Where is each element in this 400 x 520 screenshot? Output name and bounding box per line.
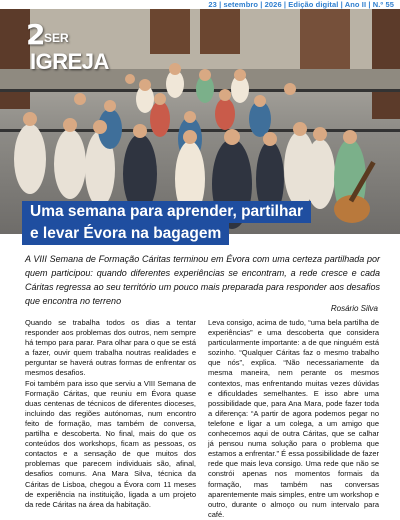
paragraph: Leva consigo, acima de tudo, “uma bela partilha de experiências” e uma descoberta que considera particularmente importante: a de que ninguém está sozinho. “Qualquer Cáritas faz o mesmo trabalho que nós”, explica. “Não necessariamente da mesma maneira, nem perante os mesmos contextos, mas enfrentando muitas vezes dúvidas e dificuldades semelhantes. E isso abre uma possibilidade que, para Ana Mara, pode fazer toda a diferença: “A partir de agora podemos pegar no telefone e ligar a um colega, a um amigo que conhecemos aqui de outra Cáritas, que se calhar já pensou numa solução para o problema que estamos a enfrentar.” É essa possibilidade de fazer rede que mais leva consigo. Uma rede que não se constrói apenas nos momentos formais da formação, mas também nas conversas aparentemente mais simples, entre um workshop e outro, durante o almoço ou num intervalo para café.	[208, 318, 379, 519]
column-left	[25, 318, 196, 510]
headline-line-1: Uma semana para aprender, partilhar	[22, 201, 311, 223]
issue-info: 23 | setembro | 2026 | Edição digital | Ano II | N.º 55	[208, 0, 394, 9]
logo-number: 2	[26, 18, 46, 51]
headline-line-2: e levar Évora na bagagem	[22, 223, 229, 245]
logo-ser: SER	[44, 31, 69, 45]
paragraph: Foi também para isso que serviu a VIII Semana de Formação Cáritas, que reuniu em Évora quase duas centenas de técnicos de diferentes dioceses, incluindo das regiões autónomas, num encontro feito de formação, mas também de conversa, partilha e descoberta. No final, mais do que os conteúdos dos workshops, ficam as pessoas, os contactos e a sensação de que muitos dos problemas que parecem individuais são, afinal, desafios comuns. Ana Mara Silva, técnica da Cáritas de Lisboa, chegou a Évora com 11 meses de experiência na instituição, ligada a um projeto da rede Cáritas na área da habitação.	[25, 378, 196, 509]
byline: Rosário Silva	[330, 304, 378, 313]
column-right	[208, 318, 379, 520]
article-lead: A VIII Semana de Formação Cáritas terminou em Évora com uma certeza partilhada por quem participou: quando diferentes experiências se encontram, a rede cresce e cada Cáritas regressa ao seu território um pouco mais preparada para responder aos desafios que encontra no terreno	[25, 254, 380, 306]
logo-igreja: IGREJA	[30, 49, 109, 74]
logo	[26, 18, 116, 77]
paragraph: Quando se trabalha todos os dias a tentar responder aos problemas dos outros, nem sempre há tempo para parar. Para olhar para o que se está a fazer, ouvir quem trabalha noutras realidades e perguntar se haverá outras formas de enfrentar os mesmos desafios.	[25, 318, 196, 378]
